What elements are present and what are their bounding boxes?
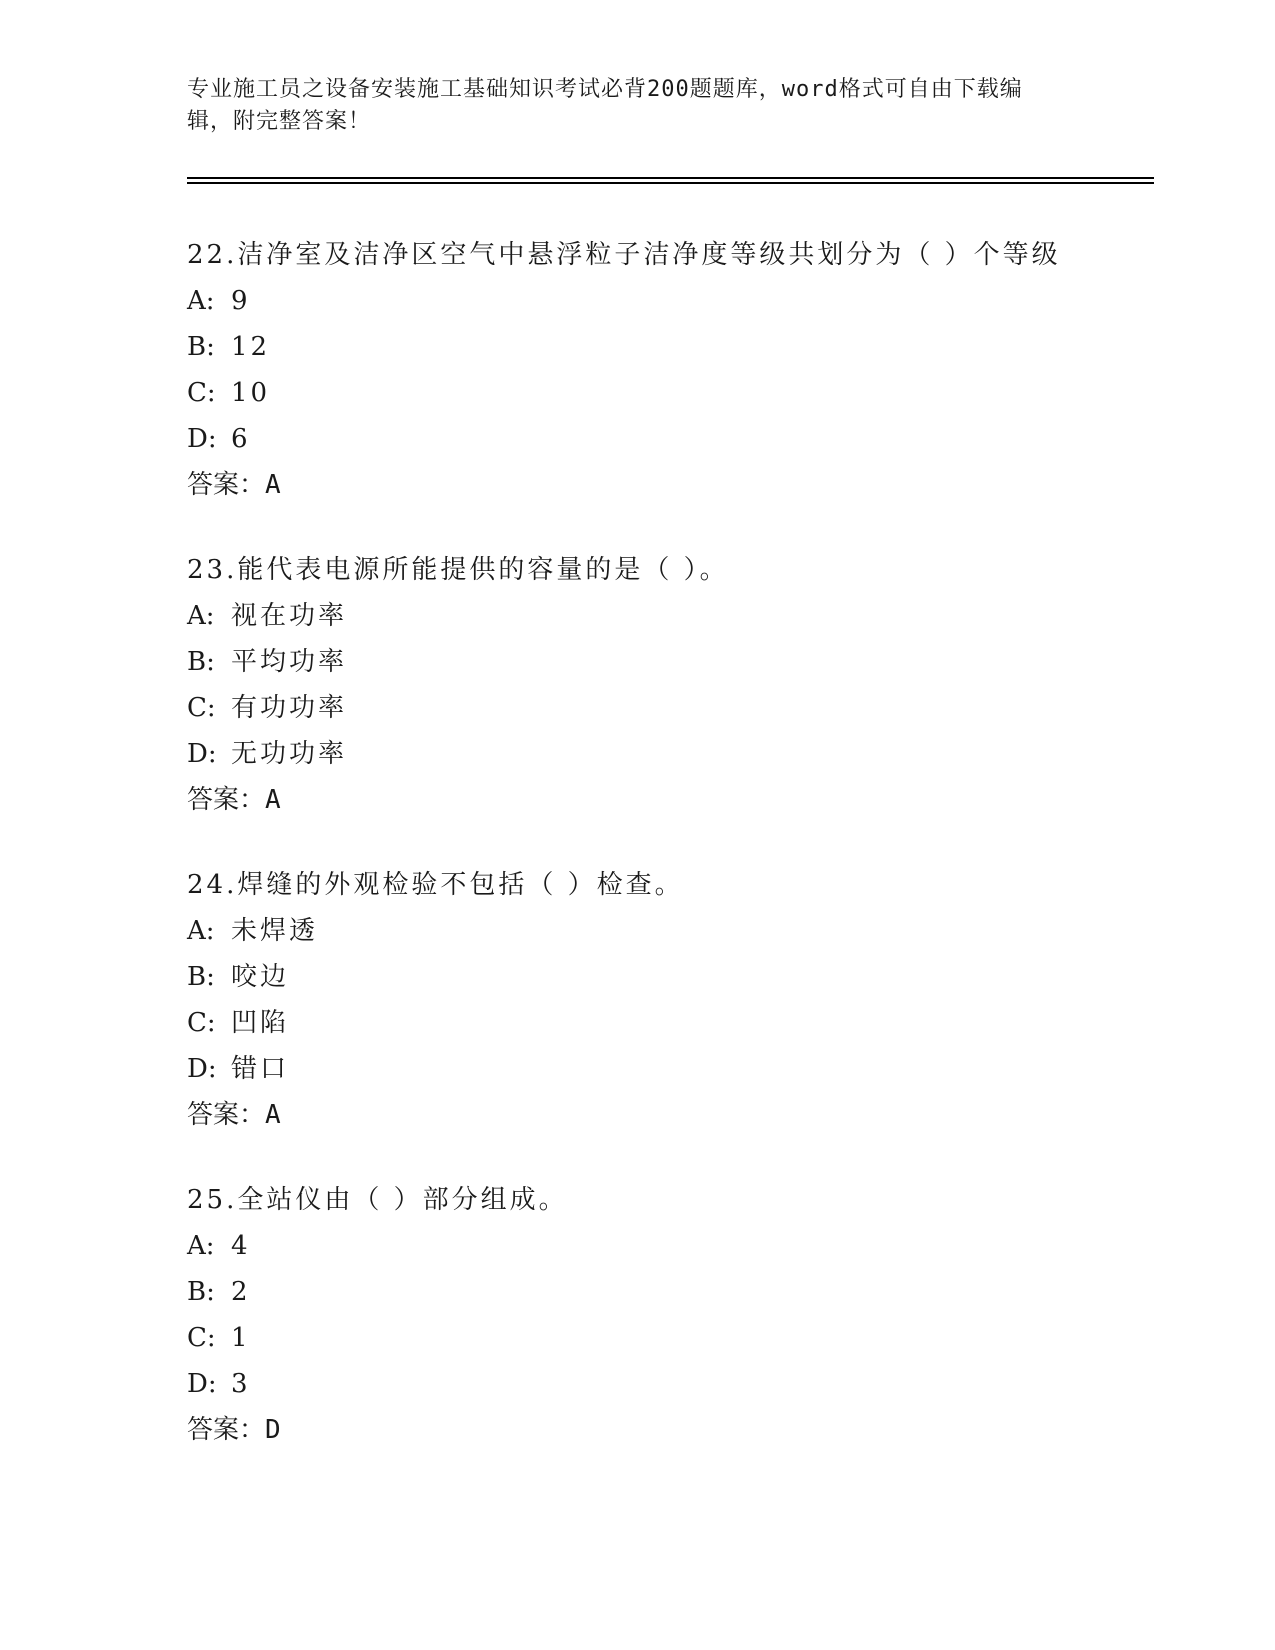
document-header: 专业施工员之设备安装施工基础知识考试必背200题题库，word格式可自由下载编辑，附完整答案！: [187, 77, 1023, 134]
option-b: [187, 955, 1147, 1001]
option-text: 3: [231, 1369, 251, 1399]
option-text: 视在功率: [231, 601, 348, 631]
option-label: D:: [187, 739, 217, 769]
header-divider-bottom: [187, 182, 1154, 184]
option-b: [187, 325, 1147, 371]
option-text: 无功功率: [231, 739, 348, 769]
option-label: A:: [187, 916, 215, 946]
answer-line: 答案：D: [187, 1415, 281, 1445]
question-23: [187, 548, 1147, 824]
option-label: D:: [187, 1369, 217, 1399]
option-text: 1: [231, 1323, 251, 1353]
option-c: [187, 371, 1147, 417]
option-text: 未焊透: [231, 916, 319, 946]
question-stem: 23.能代表电源所能提供的容量的是（ ）。: [187, 555, 729, 585]
option-b: [187, 640, 1147, 686]
option-d: [187, 417, 1147, 463]
option-d: [187, 1047, 1147, 1093]
option-text: 错口: [231, 1054, 290, 1084]
option-d: [187, 1362, 1147, 1408]
option-label: C:: [187, 693, 216, 723]
header-divider-top: [187, 177, 1154, 179]
option-text: 平均功率: [231, 647, 348, 677]
option-text: 凹陷: [231, 1008, 290, 1038]
option-c: [187, 686, 1147, 732]
option-text: 咬边: [231, 962, 290, 992]
option-label: C:: [187, 1008, 216, 1038]
option-a: [187, 909, 1147, 955]
option-c: [187, 1001, 1147, 1047]
option-text: 6: [231, 424, 251, 454]
option-text: 9: [231, 286, 251, 316]
option-label: B:: [187, 1277, 215, 1307]
option-label: B:: [187, 332, 215, 362]
option-text: 有功功率: [231, 693, 348, 723]
question-stem: 22.洁净室及洁净区空气中悬浮粒子洁净度等级共划分为（ ）个等级: [187, 240, 1061, 270]
option-d: [187, 732, 1147, 778]
question-stem: 24.焊缝的外观检验不包括（ ）检查。: [187, 870, 684, 900]
answer-line: 答案：A: [187, 470, 281, 500]
option-label: A:: [187, 1231, 215, 1261]
option-text: 2: [231, 1277, 251, 1307]
option-label: D:: [187, 1054, 217, 1084]
question-stem: 25.全站仪由（ ）部分组成。: [187, 1185, 568, 1215]
question-22: [187, 233, 1147, 509]
answer-line: 答案：A: [187, 785, 281, 815]
option-a: [187, 1224, 1147, 1270]
option-label: A:: [187, 601, 215, 631]
option-a: [187, 594, 1147, 640]
option-text: 4: [231, 1231, 251, 1261]
option-label: D:: [187, 424, 217, 454]
option-label: B:: [187, 647, 215, 677]
option-a: [187, 279, 1147, 325]
option-text: 12: [231, 332, 271, 362]
option-b: [187, 1270, 1147, 1316]
option-label: C:: [187, 1323, 216, 1353]
option-c: [187, 1316, 1147, 1362]
option-label: C:: [187, 378, 216, 408]
option-text: 10: [231, 378, 271, 408]
question-24: [187, 863, 1147, 1139]
option-label: B:: [187, 962, 215, 992]
answer-line: 答案：A: [187, 1100, 281, 1130]
option-label: A:: [187, 286, 215, 316]
question-25: [187, 1178, 1147, 1454]
